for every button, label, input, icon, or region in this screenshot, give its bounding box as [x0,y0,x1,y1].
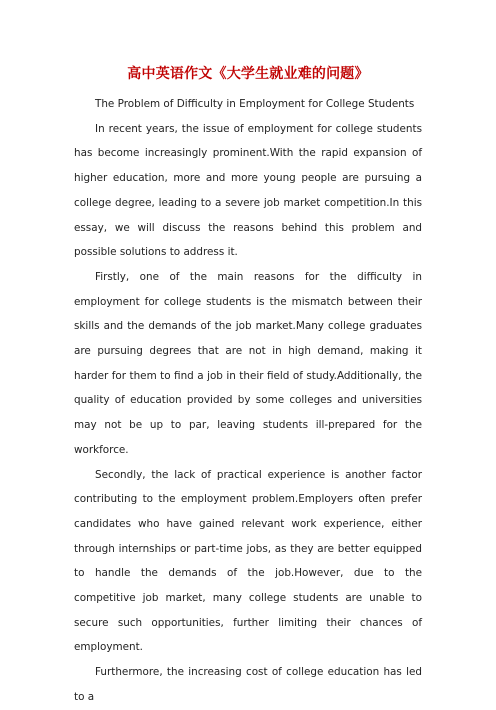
paragraph-4: Furthermore, the increasing cost of college education has led to a [74,666,422,703]
paragraph-2: Firstly, one of the main reasons for the difficulty in employment for college students is the mismatch between their skills and the demands of the job market.Many college graduates are pursuing degrees that are not in high demand, making it harder for them to find a job in their field of study.Additionally, the quality of education provided by some colleges and universities may not be up to par, leaving students ill-prepared for the workforce. [74,270,422,456]
paragraph-3: Secondly, the lack of practical experience is another factor contributing to the employment problem.Employers often prefer candidates who have gained relevant work experience, either through internships or part-time jobs, as they are better equipped to handle the demands of the job.However, due to the competitive job market, many college students are unable to secure such opportunities, further limiting their chances of employment. [74,468,422,654]
paragraph-1: In recent years, the issue of employment for college students has become increasingly prominent.With the rapid expansion of higher education, more and more young people are pursuing a college degree, leading to a severe job market competition.In this essay, we will discuss the reasons behind this problem and possible solutions to address it. [74,122,422,259]
document-subtitle: The Problem of Difficulty in Employment for College Students [95,98,415,110]
document-body [74,92,422,710]
document-title: 高中英语作文《大学生就业难的问题》 [127,66,369,82]
